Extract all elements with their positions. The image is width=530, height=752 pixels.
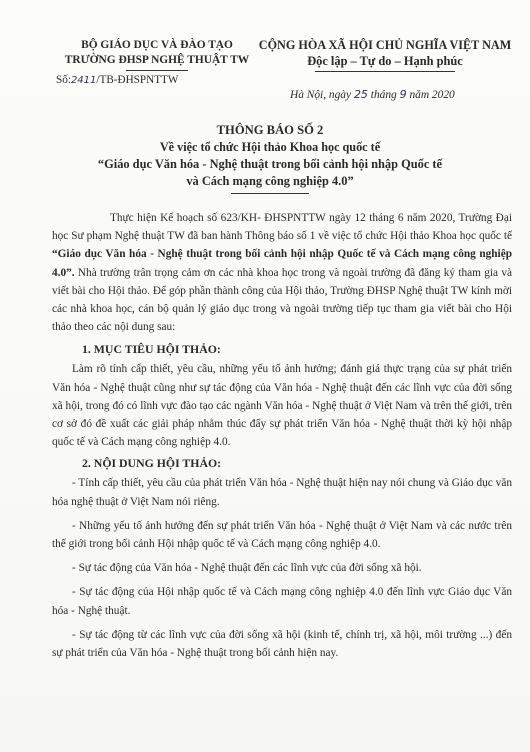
date-prefix: Hà Nội, ngày [290,89,352,101]
ministry-name: BỘ GIÁO DỤC VÀ ĐÀO TẠO [81,39,233,51]
date-month-label: tháng [370,89,397,101]
notice-body [52,209,512,662]
section2-item: - Tính cấp thiết, yêu cầu của phát triển Văn hóa - Nghệ thuật hiện nay nói chung và Giáo dục văn hóa nghệ thuật ở Việt Nam nói riêng. [52,477,512,508]
date-day-handwritten: 25 [353,88,368,101]
intro-text-part2: Nhà trường trân trọng cảm ơn các nhà khoa học trong và ngoài trường đã đăng ký tham gia và viết bài cho Hội thảo. Để góp phần thành công của Hội thảo, Trường ĐHSP Nghệ thuật TW kính mời các nhà khoa học, cán bộ quản lý giáo dục trong và ngoài trường tiếp tục tham gia viết bài cho Hội thảo theo các nội dung sau: [52,266,512,334]
section2-item: - Sự tác động của Văn hóa - Nghệ thuật đến các lĩnh vực của đời sống xã hội. [72,562,422,575]
national-header [250,37,520,72]
notice-title-block [60,122,480,194]
section1-paragraph: Làm rõ tính cấp thiết, yêu cầu, những yếu tố ảnh hưởng; đánh giá thực trạng của sự phát triển Văn hóa - Nghệ thuật cũng như sự tác động của Văn hóa - Nghệ thuật đến các lĩnh vực của đời sống xã hội, trong đó có lĩnh vực đào tạo các ngành Văn hóa - Nghệ thuật ở Việt Nam và trên thế giới, trên cơ sở đó đề xuất các giải pháp nhằm thúc đẩy sự phát triển Văn hóa - Nghệ thuật thời kỳ hội nhập quốc tế và Cách mạng công nghiệp 4.0. [52,363,512,449]
section2-item: - Sự tác động của Hội nhập quốc tế và Cách mạng công nghiệp 4.0 đến lĩnh vực Giáo dục Văn hóa - Nghệ thuật. [52,586,512,617]
intro-text-part1: Thực hiện Kế hoạch số 623/KH- ĐHSPNTTW ngày 12 tháng 6 năm 2020, Trường Đại học Sư phạm Nghệ thuật TW đã ban hành Thông báo số 1 về việc tổ chức Hội thảo Khoa học quốc tế [52,212,512,243]
document-number [56,74,178,86]
motto-underline [315,71,455,72]
section2-item: - Sự tác động từ các lĩnh vực của đời sống xã hội (kinh tế, chính trị, xã hội, môi trường ...) đến sự phát triển của Văn hóa - Nghệ thuật trong bối cảnh hiện nay. [52,628,512,660]
issuer-block [52,38,262,71]
doc-number-suffix: /TB-ĐHSPNTTW [96,74,179,86]
issuer-underline [126,70,188,71]
conference-topic-line1: “Giáo dục Văn hóa - Nghệ thuật trong bối cảnh hội nhập Quốc tế [97,157,443,171]
intro-paragraph [52,209,512,336]
section1-heading: 1. MỤC TIÊU HỘI THẢO: [82,342,221,357]
notice-subject: Về việc tổ chức Hội thảo Khoa học quốc tế [159,140,381,154]
date-month-handwritten: 9 [399,88,407,101]
section2-item: - Những yếu tố ảnh hưởng đến sự phát triển Văn hóa - Nghệ thuật ở Việt Nam và các nước trên thế giới trong bối cảnh Hội nhập quốc tế và Cách mạng công nghiệp 4.0. [52,519,512,551]
notice-title: THÔNG BÁO SỐ 2 [216,123,324,137]
intro-conference-name: “Giáo dục Văn hóa - Nghệ thuật trong bối cảnh hội nhập Quốc tế và Cách mạng công nghiệp 4.0”. [52,248,512,279]
doc-number-handwritten: 2411 [70,75,97,86]
date-line [290,88,510,101]
school-name: TRƯỜNG ĐHSP NGHỆ THUẬT TW [64,54,250,66]
conference-topic-line2: và Cách mạng công nghiệp 4.0” [186,174,354,188]
nation-name: CỘNG HÒA XÃ HỘI CHỦ NGHĨA VIỆT NAM [258,38,512,52]
date-year: năm 2020 [409,89,455,101]
doc-number-prefix: Số: [56,74,71,86]
national-motto: Độc lập – Tự do – Hạnh phúc [307,54,463,68]
section2-heading: 2. NỘI DUNG HỘI THẢO: [82,456,222,471]
title-underline [231,193,309,194]
